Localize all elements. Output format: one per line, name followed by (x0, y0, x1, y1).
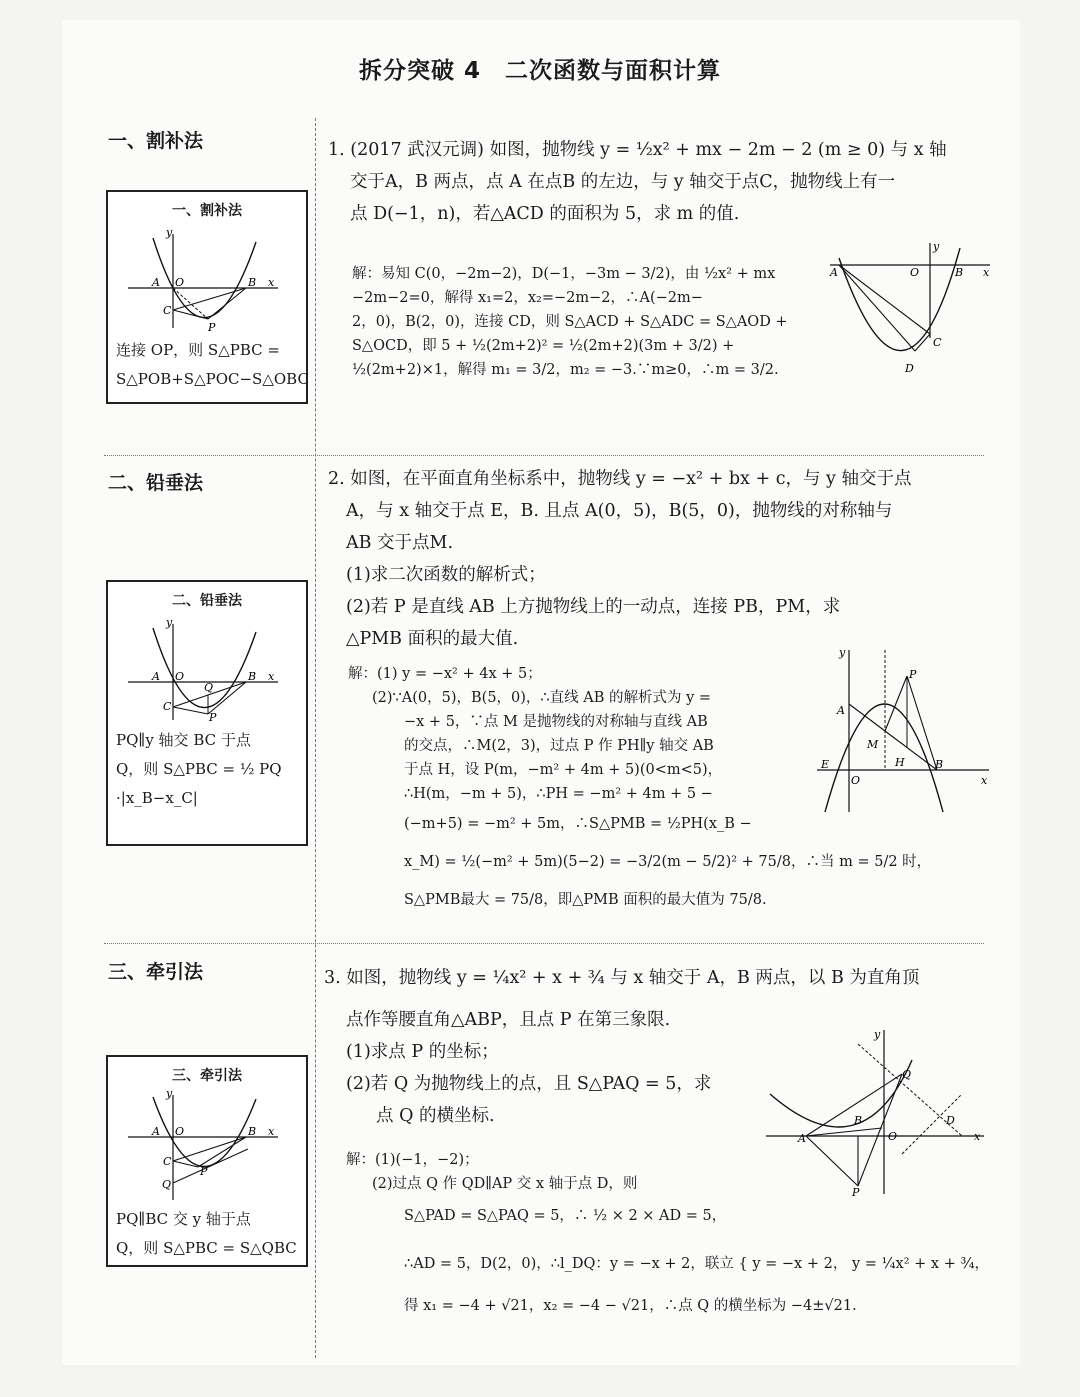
section-heading-1: 一、割补法 (108, 130, 204, 152)
segment-qp (173, 1149, 248, 1183)
label-c: C (163, 304, 172, 317)
method-text-line: Q，则 S△PBC = S△QBC (116, 1239, 297, 1257)
label-x: x (983, 266, 990, 279)
label-m: M (867, 738, 879, 751)
problem-line: 3. 如图，抛物线 y = ¼x² + x + ¾ 与 x 轴交于 A，B 两点，以 B 为直角顶 (324, 968, 920, 988)
label-b: B (248, 1125, 257, 1138)
solution-line: x_M) = ½(−m² + 5m)(5−2) = −3/2(m − 5/2)² + 75/8，∴当 m = 5/2 时， (404, 854, 932, 870)
label-q: Q (902, 1068, 912, 1081)
solution-line: 解：(1) y = −x² + 4x + 5； (348, 666, 542, 682)
label-x: x (268, 1125, 275, 1138)
method-box-3 (106, 1055, 308, 1267)
label-q: Q (204, 681, 214, 694)
method-box-text-2 (108, 726, 306, 813)
problem-line: △PMB 面积的最大值. (346, 629, 519, 649)
label-o: O (175, 670, 185, 683)
solution-line: −2m−2=0，解得 x₁=2，x₂=−2m−2，∴A(−2m− (352, 290, 703, 306)
label-y: y (166, 1087, 173, 1100)
label-o: O (910, 266, 920, 279)
label-q: Q (162, 1178, 172, 1191)
label-a: A (798, 1132, 806, 1145)
solution-line: 的交点，∴M(2，3)，过点 P 作 PH∥y 轴交 AB (404, 738, 714, 754)
segment-mp (885, 676, 907, 731)
parabola (770, 1060, 912, 1127)
label-o: O (175, 276, 185, 289)
label-d: D (946, 1114, 955, 1127)
solution-line: S△PAD = S△PAQ = 5，∴ ½ × 2 × AD = 5， (404, 1208, 727, 1224)
problem-line: 点作等腰直角△ABP，且点 P 在第三象限. (346, 1010, 671, 1030)
label-a: A (837, 704, 845, 717)
label-d: D (905, 362, 914, 375)
section-heading-2: 二、铅垂法 (108, 472, 204, 494)
label-p: P (209, 711, 217, 722)
label-b: B (854, 1114, 863, 1127)
label-h: H (895, 756, 905, 769)
problem-line: AB 交于点M. (346, 533, 454, 553)
problem-line: (2)若 P 是直线 AB 上方抛物线上的一动点，连接 PB，PM，求 (346, 597, 841, 617)
label-x: x (974, 1130, 981, 1143)
label-b: B (248, 670, 257, 683)
section-divider-2 (104, 943, 984, 944)
label-p: P (200, 1165, 208, 1178)
label-a: A (830, 266, 838, 279)
problem-line: 1. (2017 武汉元调) 如图，抛物线 y = ½x² + mx − 2m − 2 (m ≥ 0) 与 x 轴 (328, 140, 947, 160)
parabola (153, 628, 256, 708)
section-divider-1 (104, 455, 984, 456)
method-box-title-1: 一、割补法 (172, 203, 242, 219)
solution-line: 解：(1)(−1，−2)； (346, 1152, 479, 1168)
method-text-line: Q，则 S△PBC = ½ PQ (116, 760, 282, 778)
solution-line: (2)过点 Q 作 QD∥AP 交 x 轴于点 D，则 (372, 1176, 638, 1192)
solution-line: −x + 5，∵点 M 是抛物线的对称轴与直线 AB (404, 714, 708, 730)
method-box-2 (106, 580, 308, 846)
method-box-title-2: 二、铅垂法 (172, 593, 242, 609)
method-box-title-3: 三、牵引法 (172, 1068, 242, 1084)
label-e: E (821, 758, 830, 771)
label-p: P (909, 668, 917, 681)
method-box-text-3 (108, 1205, 306, 1263)
problem-line: (1)求点 P 的坐标； (346, 1042, 499, 1062)
method-diagram-2 (108, 610, 302, 722)
page-title: 拆分突破 4 二次函数与面积计算 (358, 58, 721, 84)
label-b: B (248, 276, 257, 289)
label-c: C (933, 336, 942, 349)
solution-line: (2)∵A(0，5)，B(5，0)，∴直线 AB 的解析式为 y = (372, 690, 712, 706)
method-text-line: PQ∥BC 交 y 轴于点 (116, 1210, 251, 1228)
label-b: B (935, 758, 944, 771)
figure-problem-2 (815, 646, 993, 814)
label-x: x (268, 670, 275, 683)
solution-line: ∴H(m，−m + 5)，∴PH = −m² + 4m + 5 − (404, 786, 713, 802)
solution-line: 于点 H，设 P(m，−m² + 4m + 5)(0<m<5)， (404, 762, 723, 778)
label-y: y (166, 616, 173, 629)
segment-pb (208, 682, 246, 714)
label-y: y (874, 1028, 881, 1041)
label-y: y (839, 646, 846, 659)
label-o: O (175, 1125, 185, 1138)
label-c: C (163, 1155, 172, 1168)
problem-line: A，与 x 轴交于点 E，B. 且点 A(0，5)，B(5，0)，抛物线的对称轴与 (346, 501, 893, 521)
problem-2 (328, 463, 988, 655)
parabola (825, 704, 943, 812)
solution-line: 得 x₁ = −4 + √21，x₂ = −4 − √21，∴点 Q 的横坐标为 −4±√21. (404, 1298, 857, 1314)
problem-line: 交于A，B 两点，点 A 在点B 的左边，与 y 轴交于点C，抛物线上有一 (350, 172, 896, 192)
method-box-text-1 (108, 336, 309, 394)
section-heading-3: 三、牵引法 (108, 961, 204, 983)
label-c: C (163, 700, 172, 713)
solution-line: S△PMB最大 = 75/8，即△PMB 面积的最大值为 75/8. (404, 892, 767, 908)
solution-line: (−m+5) = −m² + 5m，∴S△PMB = ½PH(x_B − (404, 816, 752, 832)
solution-line: 解：易知 C(0，−2m−2)，D(−1，−3m − 3/2)，由 ½x² + mx (352, 266, 776, 282)
method-box-1 (106, 190, 308, 404)
label-a: A (152, 276, 160, 289)
solution-line: ½(2m+2)×1，解得 m₁ = 3/2，m₂ = −3.∵m≥0，∴m = 3/2. (352, 362, 779, 378)
column-divider (315, 118, 316, 1358)
problem-line: 2. 如图，在平面直角坐标系中，抛物线 y = −x² + bx + c，与 y 轴交于点 (328, 469, 912, 489)
method-text-line: ·|x_B−x_C| (116, 789, 198, 807)
segment-ap (806, 1136, 858, 1186)
label-x: x (268, 276, 275, 289)
segment-ad (839, 265, 915, 351)
solution-line: S△OCD，即 5 + ½(2m+2)² = ½(2m+2)(3m + 3/2) + (352, 338, 735, 354)
parabola (839, 248, 960, 351)
solution-line: 2，0)，B(2，0)，连接 CD，则 S△ACD + S△ADC = S△AOD + (352, 314, 788, 330)
segment-pb (198, 1137, 246, 1167)
label-a: A (152, 670, 160, 683)
method-text-line: S△POB+S△POC−S△OBC (116, 370, 309, 388)
label-p: P (852, 1186, 860, 1199)
problem-line: 点 D(−1，n)，若△ACD 的面积为 5，求 m 的值. (350, 204, 740, 224)
solution-line: ∴AD = 5，D(2，0)，∴l_DQ：y = −x + 2，联立 { y = −x + 2， y = ¼x² + x + ¾， (404, 1256, 990, 1272)
label-y: y (933, 240, 940, 253)
segment-pb (907, 676, 937, 770)
label-b: B (955, 266, 964, 279)
problem-line: (2)若 Q 为抛物线上的点，且 S△PAQ = 5，求 (346, 1074, 712, 1094)
segment-pb (208, 288, 246, 319)
solution-1 (352, 262, 812, 382)
label-p: P (208, 321, 216, 332)
segment-bc (173, 288, 246, 310)
label-x: x (981, 774, 988, 787)
label-a: A (152, 1125, 160, 1138)
segment-ab (849, 704, 937, 770)
label-y: y (166, 226, 173, 239)
label-o: O (851, 774, 861, 787)
problem-1 (328, 134, 988, 230)
problem-line: (1)求二次函数的解析式； (346, 565, 546, 585)
method-diagram-1 (108, 220, 302, 332)
method-text-line: PQ∥y 轴交 BC 于点 (116, 731, 251, 749)
label-o: O (888, 1130, 898, 1143)
method-diagram-3 (108, 1085, 302, 1201)
figure-problem-1 (825, 238, 995, 378)
method-text-line: 连接 OP，则 S△PBC = (116, 341, 280, 359)
figure-problem-3 (762, 1024, 988, 1200)
segment-bc (173, 1137, 246, 1161)
problem-line: 点 Q 的横坐标. (376, 1106, 495, 1126)
